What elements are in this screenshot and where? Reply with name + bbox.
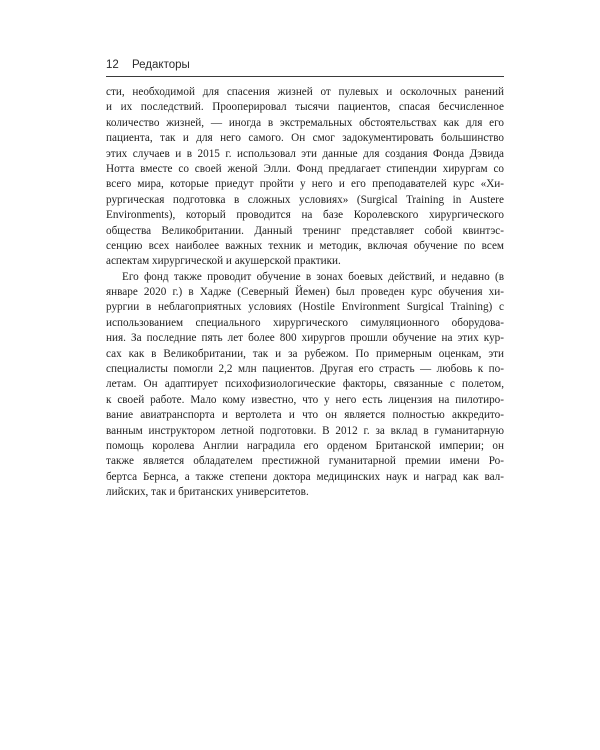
text-line: и их последствий. Прооперировал тысячи пациентов, спасая бесчисленное: [106, 101, 504, 114]
text-line: этих случаев и в 2015 г. использовал эти данные для создания Фонда Дэвида: [106, 147, 504, 160]
text-line: Его фонд также проводит обучение в зонах боевых действий, и недавно (в: [122, 270, 504, 283]
paragraph-1: [106, 85, 504, 270]
text-line: также является обладателем престижной гуманитарной премии имени Ро-: [106, 455, 504, 468]
text-line: лийских, так и британских университетов.: [106, 486, 309, 499]
running-head: [106, 56, 504, 74]
text-line: помощь королева Англии наградила его орденом Британской империи; он: [106, 439, 504, 452]
text-line: пациента, так и для него самого. Он смог задокументировать большинство: [106, 132, 504, 145]
text-line: вание авиатранспорта и вертолета и что он является полностью аккредито-: [106, 409, 504, 422]
text-line: сти, необходимой для спасения жизней от пулевых и осколочных ранений: [106, 86, 504, 98]
text-line: Нотта вместе со своей женой Элли. Фонд предлагает стипендии хирургам со: [106, 162, 504, 175]
text-line: специалисты помогли 2,2 млн пациентов. Другая его страсть — любовь к по-: [106, 363, 504, 376]
text-line: ванным инструктором летной подготовки. В 2012 г. за вклад в гуманитарную: [106, 424, 504, 437]
section-title: Редакторы: [132, 59, 190, 71]
text-line: рургии в неблагоприятных условиях (Hostile Environment Surgical Training) с: [106, 301, 504, 314]
text-line: сенцию всех наиболее важных техник и методик, включая обучение по всем: [106, 239, 504, 252]
text-line: Environments), который проводится на базе Королевского хирургического: [106, 209, 504, 222]
text-line: рургическая подготовка в сложных условиях» (Surgical Training in Austere: [106, 193, 504, 206]
text-line: общества Великобритании. Данный тренинг представляет собой квинтэс-: [106, 224, 504, 237]
text-line: аспектам хирургической и акушерской практики.: [106, 255, 341, 268]
text-line: бертса Бернса, а также степени доктора медицинских наук и наград как вал-: [106, 470, 504, 483]
text-line: летам. Он адаптирует психофизиологические факторы, связанные с полетом,: [106, 378, 504, 391]
text-line: сах как в Великобритании, так и за рубежом. По примерным оценкам, эти: [106, 347, 504, 360]
header-rule: [106, 76, 504, 77]
text-line: январе 2020 г.) в Хадже (Северный Йемен) был проведен курс обучения хи-: [106, 286, 504, 299]
paragraph-2: [106, 270, 504, 501]
text-line: использованием специального хирургического симуляционного оборудова-: [106, 316, 504, 329]
text-line: ния. За последние пять лет более 800 хирургов прошли обучение на этих кур-: [106, 332, 504, 345]
body-text: [106, 85, 504, 501]
text-line: к своей работе. Мало кому известно, что у него есть лицензия на пилотиро-: [106, 393, 504, 406]
page-number: 12: [106, 59, 119, 71]
text-line: всего мира, которые приедут пройти у него и его преподавателей курс «Хи-: [106, 178, 504, 191]
text-line: количество жизней, — иногда в экстремальных обстоятельствах как для его: [106, 116, 504, 129]
